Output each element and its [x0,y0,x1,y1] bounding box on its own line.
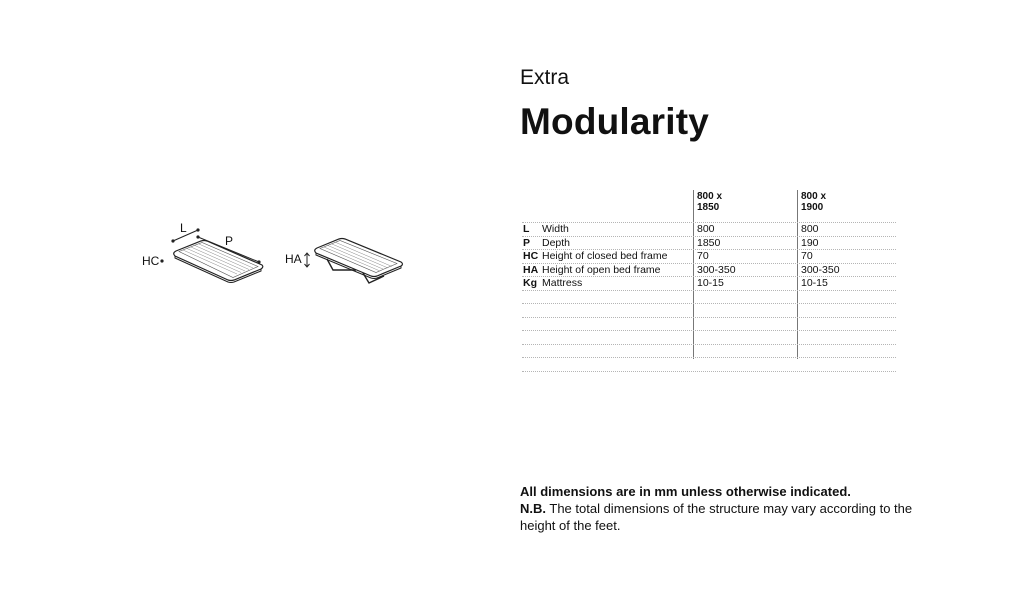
empty-table-row [522,331,896,345]
row-value: 10-15 [801,277,828,289]
table-header [522,190,896,222]
column-header-800x1900 [801,191,881,213]
page-subtitle: Extra [520,66,570,89]
row-code: HC [523,250,539,262]
row-value: 70 [801,250,813,262]
row-code: Kg [523,277,537,289]
table-row [522,277,896,291]
open-bed-frame-illustration [305,239,403,284]
note-line-2 [520,500,940,534]
row-value: 300-350 [801,263,840,276]
row-label: Mattress [542,277,583,289]
label-l: L [180,221,187,235]
bed-frame-diagram [130,210,420,300]
row-label: Depth [542,236,571,249]
label-p: P [225,234,234,248]
row-code: L [523,223,530,235]
column-header-text: 800 x 1850 [697,191,723,213]
row-value: 190 [801,236,819,249]
note-bold-text: All dimensions are in mm unless otherwise indicated. [520,484,851,499]
page-title: Modularity [520,101,710,142]
table-row [522,222,896,237]
row-value: 1850 [697,236,721,249]
nb-prefix: N.B. [520,501,546,516]
column-header-text: 800 x 1900 [801,191,827,213]
nb-text: The total dimensions of the structure may vary according to the height of the feet. [520,501,913,533]
row-label: Height of open bed frame [542,263,661,276]
empty-table-row [522,318,896,332]
table-row [522,237,896,251]
empty-table-row [522,291,896,305]
row-value: 70 [697,250,709,262]
empty-table-row [522,345,896,359]
row-value: 10-15 [697,277,724,289]
row-value: 300-350 [697,263,736,276]
row-value: 800 [801,223,819,235]
empty-table-row [522,304,896,318]
empty-table-row [522,358,896,372]
column-header-800x1850 [697,191,777,213]
table-row [522,264,896,278]
row-label: Height of closed bed frame [542,250,668,262]
row-label: Width [542,223,569,235]
closed-bed-frame-illustration [160,228,262,282]
dimensions-table [522,190,896,372]
row-value: 800 [697,223,715,235]
label-ha: HA [285,252,302,266]
dimensions-note [520,483,940,534]
row-code: HA [523,263,539,276]
note-line-1 [520,483,940,500]
table-row [522,250,896,264]
row-code: P [523,236,531,249]
label-hc: HC [142,254,160,268]
